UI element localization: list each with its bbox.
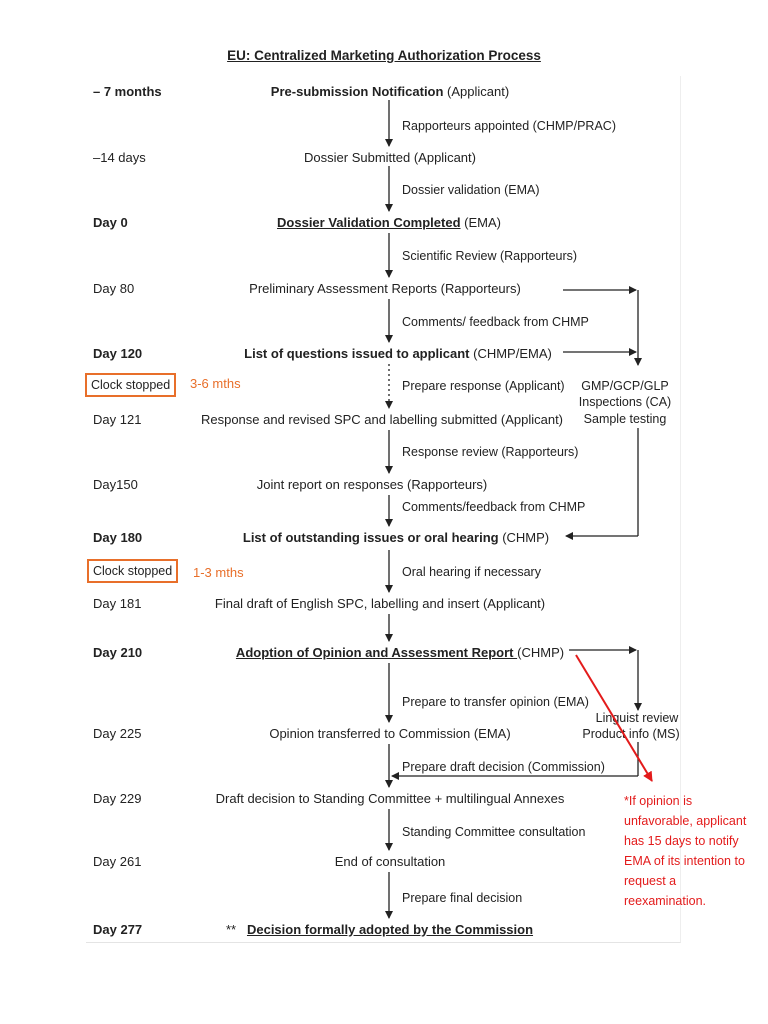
event-actor: (CHMP) <box>517 645 565 660</box>
clock-duration: 1-3 mths <box>193 565 244 580</box>
event-actor: (Applicant) <box>443 84 510 99</box>
event-draft-decision: Draft decision to Standing Committee + multilingual Annexes <box>215 791 565 806</box>
clock-duration: 3-6 mths <box>190 376 241 391</box>
step-label: Oral hearing if necessary <box>402 565 541 579</box>
footnote-marker: ** <box>226 922 237 937</box>
event-end-of-consultation: End of consultation <box>334 854 446 869</box>
event-final-draft: Final draft of English SPC, labelling and insert (Applicant) <box>214 596 546 611</box>
step-label: Comments/ feedback from CHMP <box>402 315 589 329</box>
event-actor: (CHMP) <box>498 530 550 545</box>
day-label: Day 180 <box>93 530 143 545</box>
day-label: Day 80 <box>93 281 135 296</box>
day-label: Day 120 <box>93 346 143 361</box>
event-actor: (EMA) <box>460 215 501 230</box>
clock-stopped-box: Clock stopped <box>87 559 178 583</box>
day-label: Day 229 <box>93 791 142 806</box>
linguist-label: Product info (MS) <box>582 727 680 741</box>
unfavorable-arrow <box>576 655 652 781</box>
page-title: EU: Centralized Marketing Authorization Process <box>227 48 541 63</box>
event-bold: List of outstanding issues or oral hearing <box>242 530 499 545</box>
event-opinion-transferred: Opinion transferred to Commission (EMA) <box>269 726 511 741</box>
event-bold: Decision formally adopted by the Commission <box>246 922 534 937</box>
day-label: Day150 <box>93 477 138 492</box>
step-label: Standing Committee consultation <box>402 825 586 839</box>
event-bold: Dossier Validation Completed <box>277 215 461 230</box>
inspections-label: GMP/GCP/GLP <box>581 379 669 393</box>
inspections-label: Inspections (CA) <box>578 395 672 409</box>
day-label: Day 121 <box>93 412 142 427</box>
step-label: Rapporteurs appointed (CHMP/PRAC) <box>402 119 616 133</box>
event-bold: Adoption of Opinion and Assessment Report <box>235 645 518 660</box>
step-label: Prepare draft decision (Commission) <box>402 760 605 774</box>
event-actor: (CHMP/EMA) <box>469 346 552 361</box>
step-label: Response review (Rapporteurs) <box>402 445 579 459</box>
event-bold: Pre-submission Notification <box>270 84 444 99</box>
step-label: Prepare final decision <box>402 891 523 905</box>
step-label: Prepare to transfer opinion (EMA) <box>402 695 589 709</box>
event-joint-report: Joint report on responses (Rapporteurs) <box>256 477 488 492</box>
day-label: –14 days <box>93 150 146 165</box>
event-response-submitted: Response and revised SPC and labelling submitted (Applicant) <box>200 412 564 427</box>
day-label: Day 210 <box>93 645 143 660</box>
step-label: Scientific Review (Rapporteurs) <box>402 249 578 263</box>
event-dossier-submitted: Dossier Submitted (Applicant) <box>304 150 476 165</box>
day-label: Day 261 <box>93 854 142 869</box>
linguist-label: Linguist review <box>595 711 679 725</box>
day-label: Day 225 <box>93 726 142 741</box>
clock-stopped-box: Clock stopped <box>85 373 176 397</box>
day-label: – 7 months <box>93 84 162 99</box>
day-label: Day 0 <box>93 215 128 230</box>
event-bold: List of questions issued to applicant <box>244 346 470 361</box>
day-label: Day 277 <box>93 922 143 937</box>
step-label: Prepare response (Applicant) <box>402 379 565 393</box>
event-preliminary-reports: Preliminary Assessment Reports (Rapporteurs) <box>249 281 521 296</box>
step-label: Dossier validation (EMA) <box>402 183 540 197</box>
inspections-label: Sample testing <box>583 412 667 426</box>
step-label: Comments/feedback from CHMP <box>402 500 586 514</box>
day-label: Day 181 <box>93 596 142 611</box>
unfavorable-opinion-note: *If opinion is unfavorable, applicant has 15 days to notify EMA of its intention to request a reexamination. <box>624 794 747 908</box>
